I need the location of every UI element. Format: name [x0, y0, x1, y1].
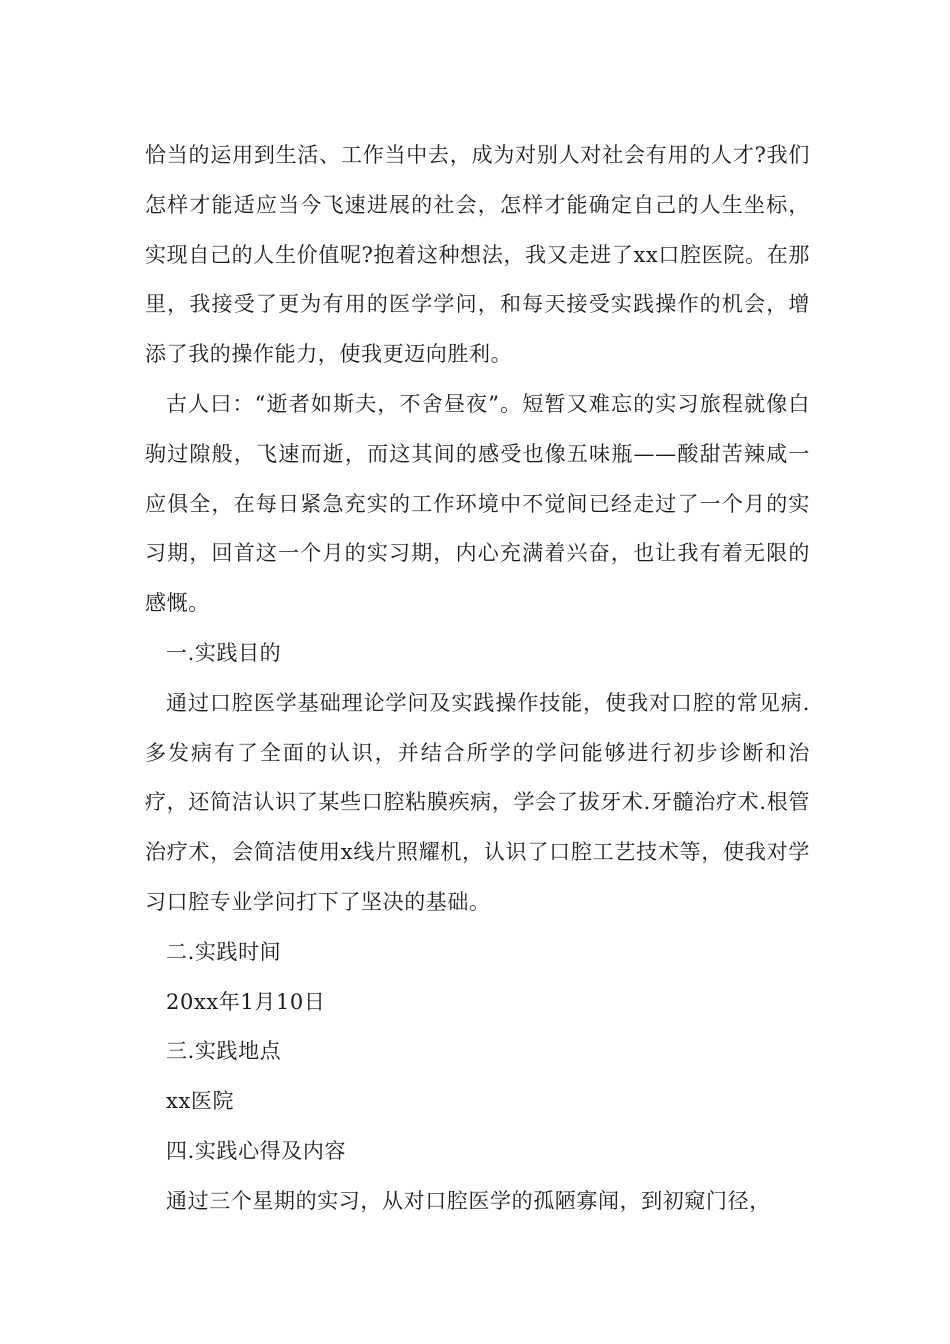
paragraph-location: xx医院 [166, 1089, 235, 1114]
section-heading-purpose: 一.实践目的 [166, 640, 282, 665]
paragraph-intro: 恰当的运用到生活、工作当中去，成为对别人对社会有用的人才?我们怎样才能适应当今飞速进展的社会，怎样才能确定自己的人生坐标，实现自己的人生价值呢?抱着这种想法，我又走进了xx口腔医院。在那里，我接受了更为有用的医学学问，和每天接受实践操作的机会，增添了我的操作能力，使我更迈向胜利。 [145, 143, 810, 367]
paragraph-time: 20xx年1月10日 [166, 989, 326, 1014]
section-heading-time: 二.实践时间 [166, 939, 282, 964]
section-heading-location: 三.实践地点 [166, 1039, 282, 1064]
paragraph-purpose: 通过口腔医学基础理论学问及实践操作技能，使我对口腔的常见病.多发病有了全面的认识，并结合所学的学问能够进行初步诊断和治疗，还简洁认识了某些口腔粘膜疾病，学会了拔牙术.牙髓治疗术.根管治疗术，会简洁使用x线片照耀机，认识了口腔工艺技术等，使我对学习口腔专业学问打下了坚决的基础。 [145, 690, 810, 914]
paragraph-quote: 古人曰：“逝者如斯夫，不舍昼夜”。短暂又难忘的实习旅程就像白驹过隙般，飞速而逝，而这其间的感受也像五味瓶——酸甜苦辣咸一应俱全，在每日紧急充实的工作环境中不觉间已经走过了一个月的实习期，回首这一个月的实习期，内心充满着兴奋，也让我有着无限的感慨。 [145, 391, 810, 616]
paragraph-experience: 通过三个星期的实习，从对口腔医学的孤陋寡闻，到初窥门径， [166, 1188, 771, 1213]
document-body [145, 131, 810, 1227]
section-heading-experience: 四.实践心得及内容 [166, 1138, 347, 1163]
